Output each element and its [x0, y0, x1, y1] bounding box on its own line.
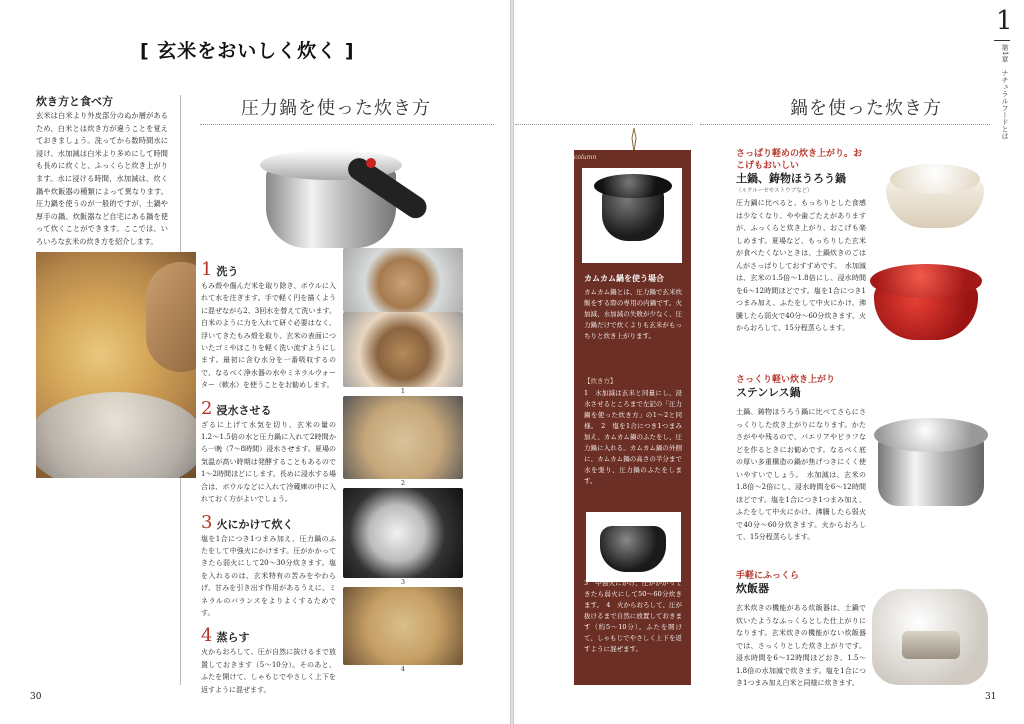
- washing-rice-hand-photo: [343, 312, 463, 387]
- step-text: 火からおろして、圧が自然に抜けるまで放置しておきます（5〜10分）。そのあと、ふたを開けて、しゃもじでやさしく上下を返すように混ぜます。: [201, 648, 336, 694]
- page-number-left: 30: [30, 692, 42, 702]
- column-label: column: [574, 154, 597, 161]
- pot-text: 土鍋、鋳物ほうろう鍋に比べてさらにさっくりした炊き上がりになります。かたさがやや残るので、パエリアやピラフなどを作るときにお勧めです。なるべく底の厚い多重構造の鍋が焦げつきにくく使いやすいでしょう。 水加減は、玄米の1.8倍〜2倍にし、浸水時間を6〜12時間ほどです。塩を1合につき1つまみ加え、ふたをして中火にかけ、沸騰したら弱火で40分〜60分炊きます。火からおろして、15分程蒸らします。: [736, 408, 866, 541]
- kamukamu-pot-photo: [582, 168, 682, 263]
- chapter-side-title: 第1章 ナチュラルフードとは: [1001, 44, 1009, 140]
- photo-caption: 2: [400, 479, 406, 487]
- pot-tagline: さっぱり軽めの炊き上がり。おこげもおいしい: [736, 149, 863, 171]
- pot-note: （ルクルーゼやストウブなど）: [736, 188, 813, 194]
- rice-cooker-photo: [866, 575, 998, 687]
- step-text: もみ殻や傷んだ米を取り除き、ボウルに入れて水を注ぎます。手で軽く円を描くように混ぜながら2、3回水を替えて洗います。白米のように力を入れて研ぐ必要はなく、浮いてきたもみ殻を取り、玄米の表面についたゴミやほこりを軽く洗い流すようにします。最初に含む水分を一番吸収するので、なるべく浄水器の水やミネラルウォーター（軟水）を使うことをお勧めします。: [201, 282, 336, 390]
- pot-tagline: 手軽にふっくら: [736, 571, 800, 581]
- step-1: [201, 259, 336, 392]
- pressure-cooker-photo: [254, 128, 444, 253]
- pot-block-donabe: [736, 148, 866, 335]
- photo-caption: 4: [400, 665, 406, 673]
- section-title-pot: 鍋を使った炊き方: [790, 98, 942, 119]
- side-heading: 炊き方と食べ方: [36, 95, 113, 108]
- side-text: 玄米は白米より外皮部分のぬか層があるため、白米とは炊き方が違うことを覚えておきましょう。洗ってから数時間水に浸け、水加減は白米より多めにして時間も長めに炊くと、ふっくらと炊き上がります。水に浸ける時間、水加減は、炊く鍋や炊飯器の種類によって異なります。圧力鍋を使うのが一般的ですが、土鍋や厚手の鍋、炊飯器など自宅にある鍋を使って炊くことができます。ここでは、いろいろな玄米の炊き方を紹介します。: [36, 111, 168, 246]
- step-number: 4: [201, 625, 213, 647]
- column-subheading: 【炊き方】: [584, 377, 617, 385]
- step-4: [201, 625, 336, 696]
- cooked-rice-photo: [343, 587, 463, 665]
- page-number-right: 31: [985, 692, 997, 702]
- section-rule: [700, 124, 990, 125]
- washing-rice-photo: [343, 248, 463, 312]
- column-steps-text: 3 中強火にかけ、圧がかかってきたら弱火にして50〜60分炊きます。 4 火からおろして、圧が抜けるまで自然に放置しておきます（約5〜10分）。ふたを開けて、しゃもじでやさしく上下を返すように混ぜます。: [584, 579, 682, 653]
- step-number: 1: [201, 259, 213, 280]
- section-rule: [200, 124, 494, 125]
- main-title: [ 玄米をおいしく炊く ]: [140, 40, 355, 62]
- pot-tagline: さっくり軽い炊き上がり: [736, 375, 836, 385]
- step-text: 塩を1合につき1つまみ加え、圧力鍋のふたをして中強火にかけます。圧がかかってきたら弱火にして20〜30分炊きます。塩を入れるのは、玄米特有の苦みをやわらげ、甘みを引き出す作用があるうえに、ミネラルのバランスをよりよくするためです。: [201, 534, 336, 617]
- brown-rice-photo: [36, 252, 196, 478]
- rice-scoop-shape: [146, 262, 196, 372]
- step-3: [201, 512, 336, 620]
- section-title-pressure-cooker: 圧力鍋を使った炊き方: [241, 98, 431, 119]
- left-page: [0, 0, 510, 724]
- step-title: 蒸らす: [216, 631, 250, 645]
- pot-name: ステンレス鍋: [736, 386, 801, 399]
- pot-block-rice-cooker: [736, 570, 866, 690]
- step-number: 3: [201, 511, 213, 533]
- tag-string-icon: [629, 128, 639, 152]
- kamukamu-pot-in-cooker-photo: [586, 512, 681, 582]
- step-title: 浸水させる: [216, 403, 272, 417]
- pot-text: 玄米炊きの機能がある炊飯器は、土鍋で炊いたようなふっくらとした仕上がりになります。玄米炊きの機能がない炊飯器では、さっくりとした炊き上がりです。浸水時間を6〜12時間ほどおき、1.5〜1.8倍の水加減で炊きます。塩を1合につき1つまみ加え白米と同様に炊きます。: [736, 604, 866, 687]
- steps-list: [201, 255, 336, 702]
- column-box: [574, 150, 691, 685]
- chapter-number: 1: [996, 6, 1013, 36]
- pot-name: 土鍋、鋳物ほうろう鍋: [736, 172, 846, 185]
- soaking-rice-photo: [343, 396, 463, 479]
- photo-caption: 3: [400, 578, 406, 586]
- column-steps-text: 1 水加減は玄米と同量にし、浸水させるところまで左記の「圧力鍋を使った炊き方」の1〜2と同様。 2 塩を1合につき1つまみ加え、カムカム鍋のふたをし、圧力鍋に入れる。カムカム鍋の外側に、カムカム鍋の高さの半分まで水を張り、圧力鍋のふたをします。: [584, 389, 682, 485]
- step-2: [201, 398, 336, 506]
- cooking-on-stove-photo: [343, 488, 463, 578]
- column-text: カムカム鍋とは、圧力鍋で玄米炊飯をする際の専用の内鍋です。火加減、水加減の失敗が少なく、圧力鍋だけで炊くよりも玄米がもっちりと炊き上がります。: [584, 288, 682, 340]
- pot-block-stainless: [736, 374, 866, 544]
- enamel-pot-photo: [866, 258, 994, 344]
- donabe-photo: [876, 158, 994, 230]
- photo-caption: 1: [400, 387, 406, 395]
- pot-text: 圧力鍋に比べると、もっちりとした食感は少なくなり、やや歯ごたえがありますが、ふっくらと炊き上がり、おこげも楽しめます。夏場など、もっちりした玄米が食べたくないときは、土鍋炊きのごはんがさっぱりしておすすめです。 水加減は、玄米の1.5倍〜1.8倍にし、浸水時間を6〜12時間ほどです。塩を1合につき1つまみ加え、ふたをして中火にかけ、沸騰したら弱火で40分〜60分炊きます。火からおろして、15分程蒸らします。: [736, 199, 866, 332]
- pot-name: 炊飯器: [736, 582, 769, 595]
- step-title: 火にかけて炊く: [216, 517, 294, 531]
- stainless-pot-photo: [868, 408, 998, 508]
- bowl-shape: [36, 392, 196, 478]
- section-rule: [515, 124, 693, 125]
- step-photos: [343, 248, 463, 674]
- step-title: 洗う: [216, 265, 239, 278]
- column-heading: カムカム鍋を使う場合: [584, 274, 664, 283]
- chapter-rule: [994, 40, 1010, 41]
- step-text: ざるに上げて水気を切り、玄米の量の1.2〜1.5倍の水と圧力鍋に入れて2時間から一晩（7〜8時間）浸水させます。夏場の気温が高い時期は発酵することもあるので1〜2時間ほどにします。長めに浸水する場合は、ボウルなどに入れて冷蔵庫の中に入れておく方がよいでしょう。: [201, 420, 336, 504]
- step-number: 2: [201, 397, 213, 419]
